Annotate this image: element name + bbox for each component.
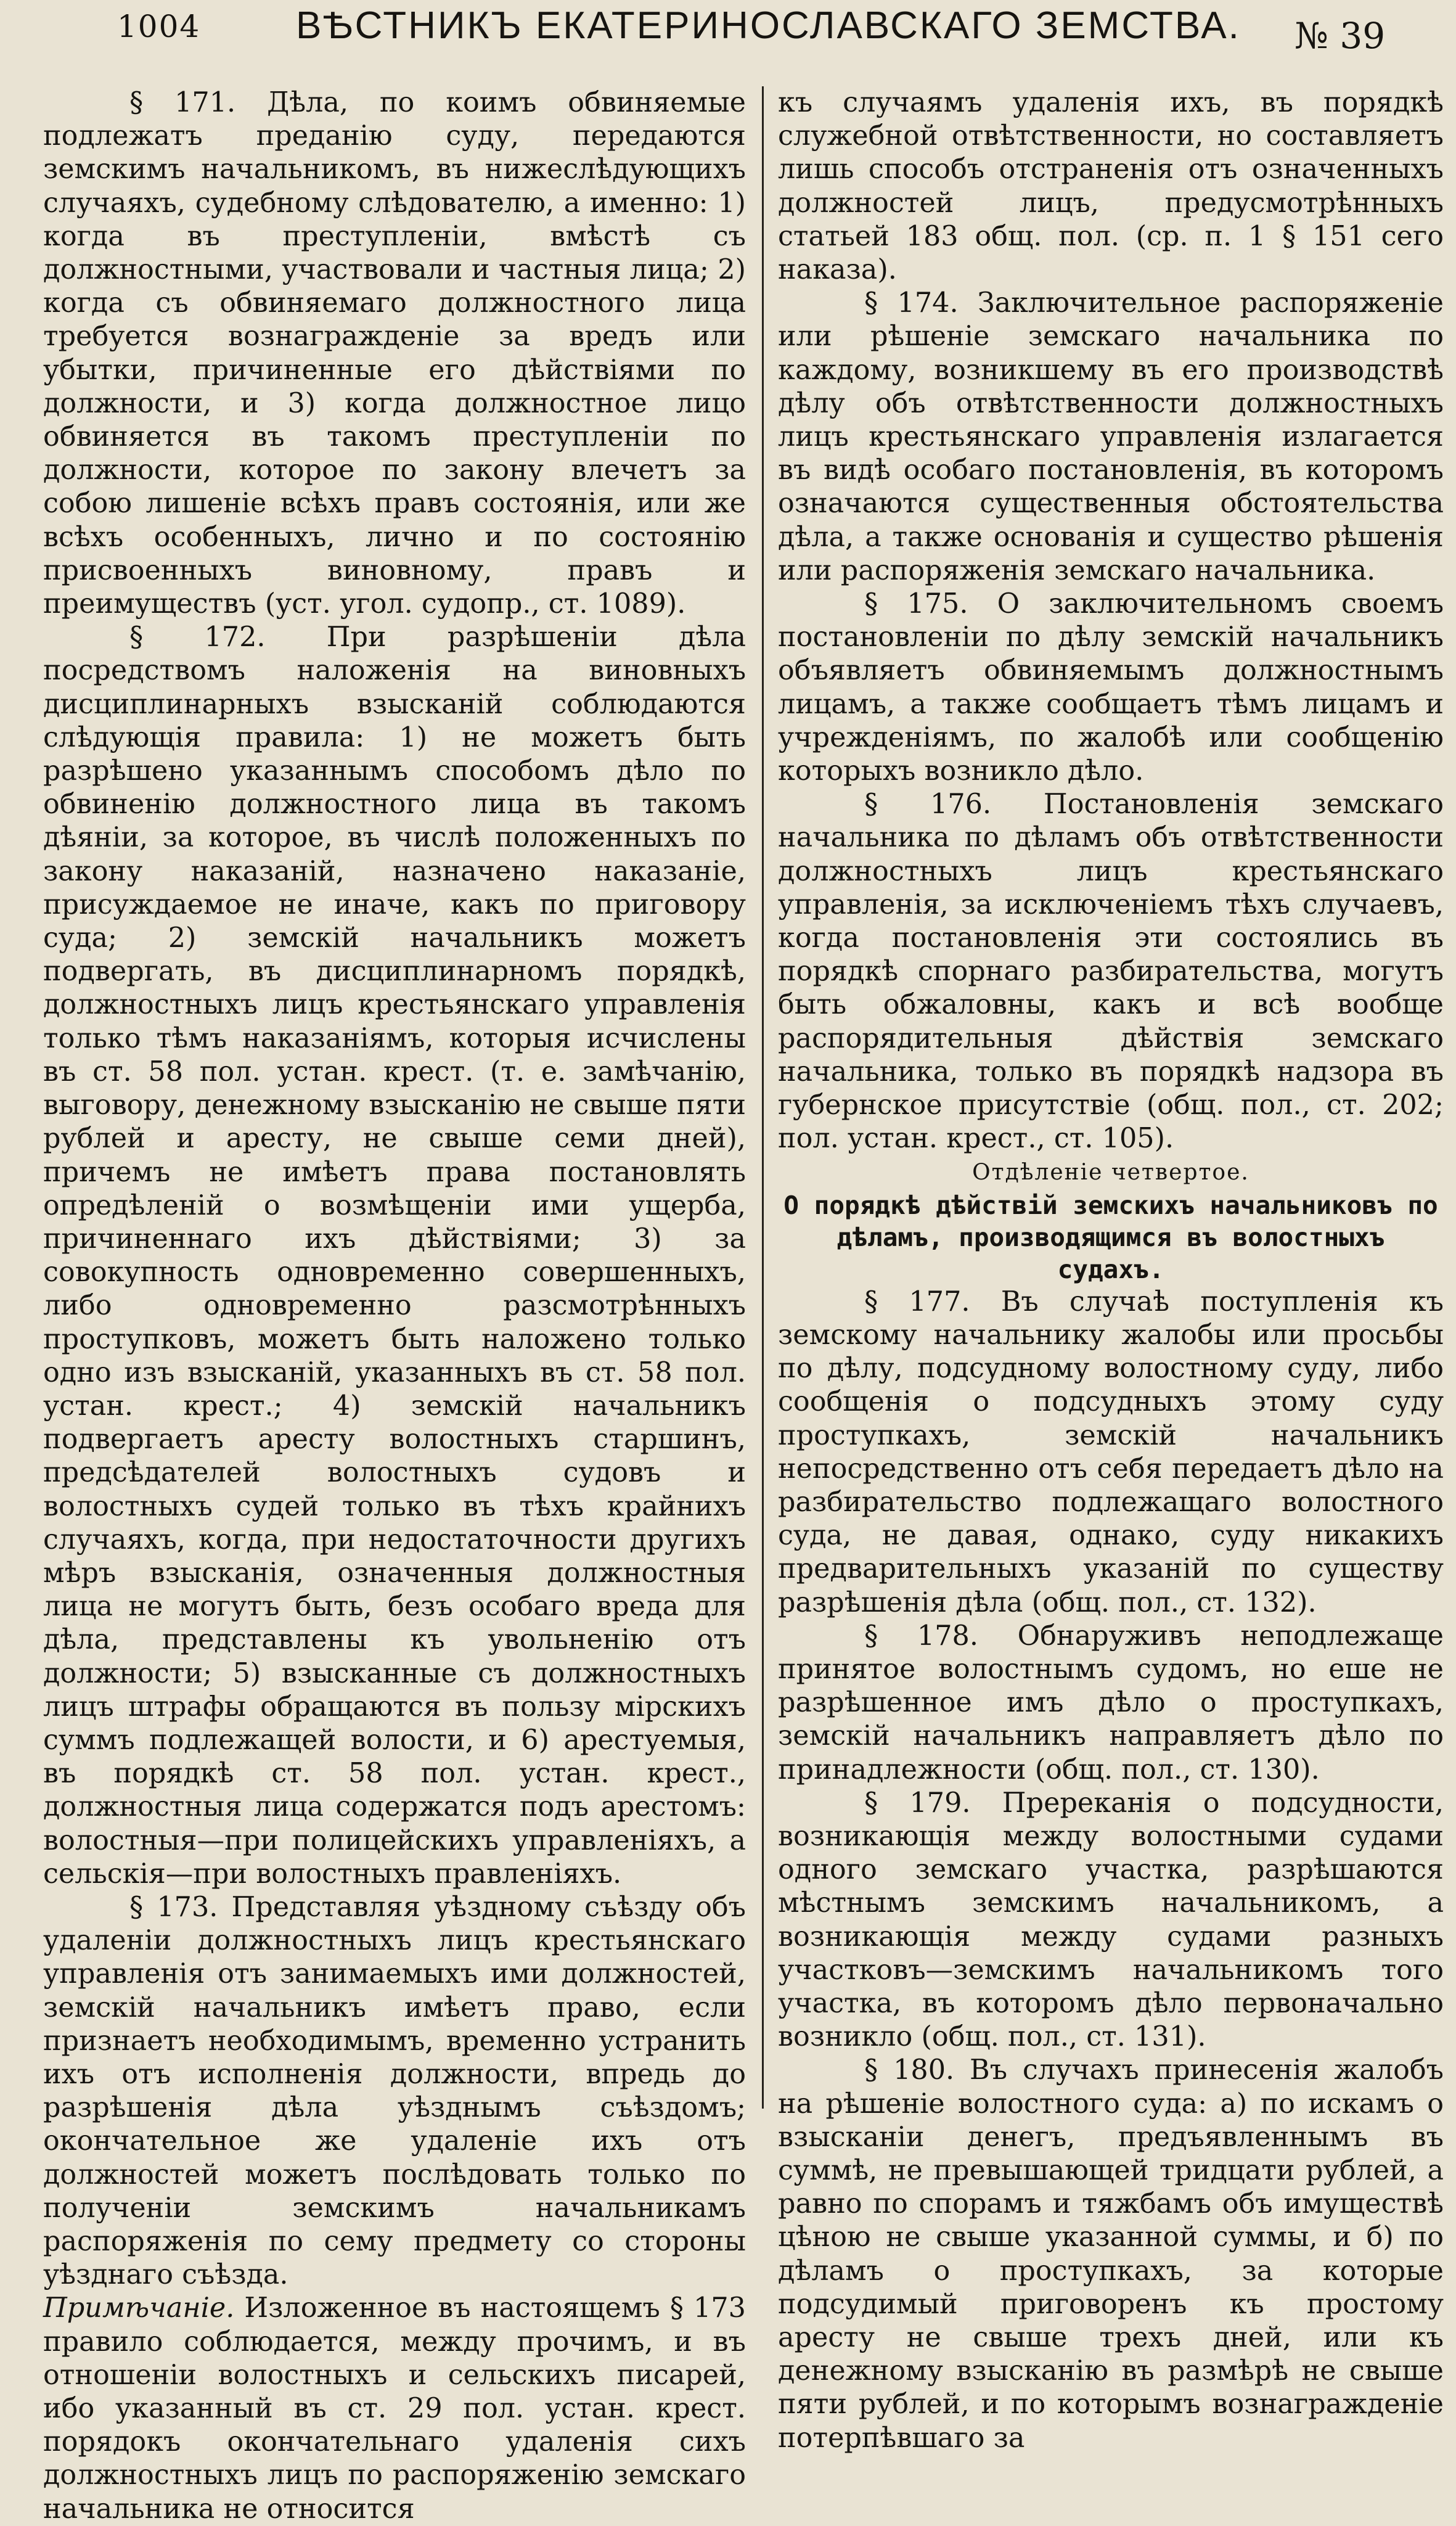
- right-column: [778, 86, 1444, 2455]
- paragraph-172: § 172. При разрѣшеніи дѣла посредствомъ наложенія на виновныхъ дисциплинарныхъ взысканій соблюдаются слѣдующія правила: 1) не можетъ быть разрѣшено указаннымъ способомъ дѣло по обвиненію должностного лица въ такомъ дѣяніи, за которое, въ числѣ положенныхъ по закону наказаній, назначено наказаніе, присуждаемое не иначе, какъ по приговору суда; 2) земскій начальникъ можетъ подвергать, въ дисциплинарномъ порядкѣ, должностныхъ лицъ крестьянскаго управленія только тѣмъ наказаніямъ, которыя исчислены въ ст. 58 пол. устан. крест. (т. е. замѣчанію, выговору, денежному взысканію не свыше пяти рублей и аресту, не свыше семи дней), причемъ не имѣетъ права постановлять опредѣленій о возмѣщеніи ими ущерба, причиненнаго ихъ дѣйствіями; 3) за совокупность одновременно совершенныхъ, либо одновременно разсмотрѣнныхъ проступковъ, можетъ быть наложено только одно изъ взысканій, указанныхъ въ ст. 58 пол. устан. крест.; 4) земскій начальникъ подвергаетъ аресту волостныхъ старшинъ, предсѣдателей волостныхъ судовъ и волостныхъ судей только въ тѣхъ крайнихъ случаяхъ, когда, при недостаточности другихъ мѣръ взысканія, означенныя должностныя лица не могутъ быть, безъ особаго вреда для дѣла, представлены къ увольненію отъ должности; 5) взысканные съ должностныхъ лицъ штрафы обращаются въ пользу мірскихъ суммъ подлежащей волости, и 6) арестуемыя, въ порядкѣ ст. 58 пол. устан. крест., должностныя лица содержатся подъ арестомъ: волостныя—при полицейскихъ управленіяхъ, а сельскія—при волостныхъ правленіяхъ.: [43, 621, 746, 1890]
- note-paragraph: [43, 2292, 746, 2525]
- journal-title: ВѢСТНИКЪ ЕКАТЕРИНОСЛАВСКАГО ЗЕМСТВА.: [296, 4, 1241, 47]
- paragraph-177: § 177. Въ случаѣ поступленія къ земскому начальнику жалобы или просьбы по дѣлу, подсудному волостному суду, либо сообщенія о подсудныхъ этому суду проступкахъ, земскій начальникъ непосредственно отъ себя передаетъ дѣло на разбирательство подлежащаго волостного суда, не давая, однако, суду никакихъ предварительныхъ указаній по существу разрѣшенія дѣла (общ. пол., ст. 132).: [778, 1286, 1444, 1618]
- column-divider: [762, 86, 764, 2109]
- note-label: Примѣчаніе.: [43, 2292, 235, 2324]
- paragraph-171: § 171. Дѣла, по коимъ обвиняемые подлежатъ преданію суду, передаются земскимъ начальникомъ, въ нижеслѣдующихъ случаяхъ, судебному слѣдователю, а именно: 1) когда въ преступленіи, вмѣстѣ съ должностными, участвовали и частныя лица; 2) когда съ обвиняемаго должностного лица требуется вознагражденіе за вредъ или убытки, причиненные его дѣйствіями по должности, и 3) когда должностное лицо обвиняется въ такомъ преступленіи по должности, которое по закону влечетъ за собою лишеніе всѣхъ правъ состоянія, или же всѣхъ особенныхъ, лично и по состоянію присвоенныхъ виновному, правъ и преимуществъ (уст. угол. судопр., ст. 1089).: [43, 87, 746, 620]
- paragraph-179: § 179. Пререканія о подсудности, возникающія между волостными судами одного земскаго участка, разрѣшаются мѣстнымъ земскимъ начальникомъ, а возникающія между судами разныхъ участковъ—земскимъ начальникомъ того участка, въ которомъ дѣло первоначально возникло (общ. пол., ст. 131).: [778, 1787, 1444, 2053]
- page-number: 1004: [117, 9, 201, 44]
- paragraph-175: § 175. О заключительномъ своемъ постановленіи по дѣлу земскій начальникъ объявляетъ обвиняемымъ должностнымъ лицамъ, а также сообщаетъ тѣмъ лицамъ и учрежденіямъ, по жалобѣ или сообщенію которыхъ возникло дѣло.: [778, 588, 1444, 787]
- paragraph-178: § 178. Обнаруживъ неподлежаще принятое волостнымъ судомъ, но еше не разрѣшенное имъ дѣло о проступкахъ, земскій начальникъ направляетъ дѣло по принадлежности (общ. пол., ст. 130).: [778, 1620, 1444, 1786]
- section-title: О порядкѣ дѣйствій земскихъ начальниковъ по дѣламъ, производящимся въ волостныхъ судахъ.: [783, 1190, 1438, 1284]
- page-header: [0, 0, 1456, 74]
- left-column: [43, 86, 746, 2526]
- paragraph-173: § 173. Представляя уѣздному съѣзду объ удаленіи должностныхъ лицъ крестьянскаго управленія отъ занимаемыхъ ими должностей, земскій начальникъ имѣетъ право, если признаетъ необходимымъ, временно устранить ихъ отъ исполненія должности, впредь до разрѣшенія дѣла уѣзднымъ съѣздомъ; окончательное же удаленіе ихъ отъ должностей можетъ послѣдовать только по полученіи земскимъ начальникамъ распоряженія по сему предмету со стороны уѣзднаго съѣзда.: [43, 1891, 746, 2291]
- issue-number: № 39: [1294, 15, 1386, 57]
- continued-paragraph: къ случаямъ удаленія ихъ, въ порядкѣ служебной отвѣтственности, но составляетъ лишь способъ отстраненія отъ означенныхъ должностей лицъ, предусмотрѣнныхъ статьей 183 общ. пол. (ср. п. 1 § 151 сего наказа).: [778, 87, 1444, 286]
- paragraph-174: § 174. Заключительное распоряженіе или рѣшеніе земскаго начальника по каждому, возникшему въ его производствѣ дѣлу объ отвѣтственности должностныхъ лицъ крестьянскаго управленія излагается въ видѣ особаго постановленія, въ которомъ означаются существенныя обстоятельства дѣла, а также основанія и существо рѣшенія или распоряженія земскаго начальника.: [778, 287, 1444, 586]
- section-label: Отдѣленіе четвертое.: [972, 1159, 1249, 1185]
- paragraph-176: § 176. Постановленія земскаго начальника по дѣламъ объ отвѣтственности должностныхъ лицъ крестьянскаго управленія, за исключеніемъ тѣхъ случаевъ, когда постановленія эти состоялись въ порядкѣ спорнаго разбирательства, могутъ быть обжаловны, какъ и всѣ вообще распорядительныя дѣйствія земскаго начальника, только въ порядкѣ надзора въ губернское присутствіе (общ. пол., ст. 202; пол. устан. крест., ст. 105).: [778, 789, 1444, 1155]
- paragraph-180: § 180. Въ случахъ принесенія жалобъ на рѣшеніе волостного суда: а) по искамъ о взысканіи денегъ, предъявленнымъ въ суммѣ, не превышающей тридцати рублей, а равно по спорамъ и тяжбамъ объ имуществѣ цѣною не свыше указанной суммы, и б) по дѣламъ о проступкахъ, за которые подсудимый приговоренъ къ простому аресту не свыше трехъ дней, или къ денежному взысканію въ размѣрѣ не свыше пяти рублей, и по которымъ вознагражденіе потерпѣвшаго за: [778, 2054, 1444, 2454]
- note-text: Изложенное въ настоящемъ § 173 правило соблюдается, между прочимъ, и въ отношеніи волостныхъ и сельскихъ писарей, ибо указанный въ ст. 29 пол. устан. крест. порядокъ окончательнаго удаленія сихъ должностныхъ лицъ по распоряженію земскаго начальника не относится: [43, 2292, 746, 2525]
